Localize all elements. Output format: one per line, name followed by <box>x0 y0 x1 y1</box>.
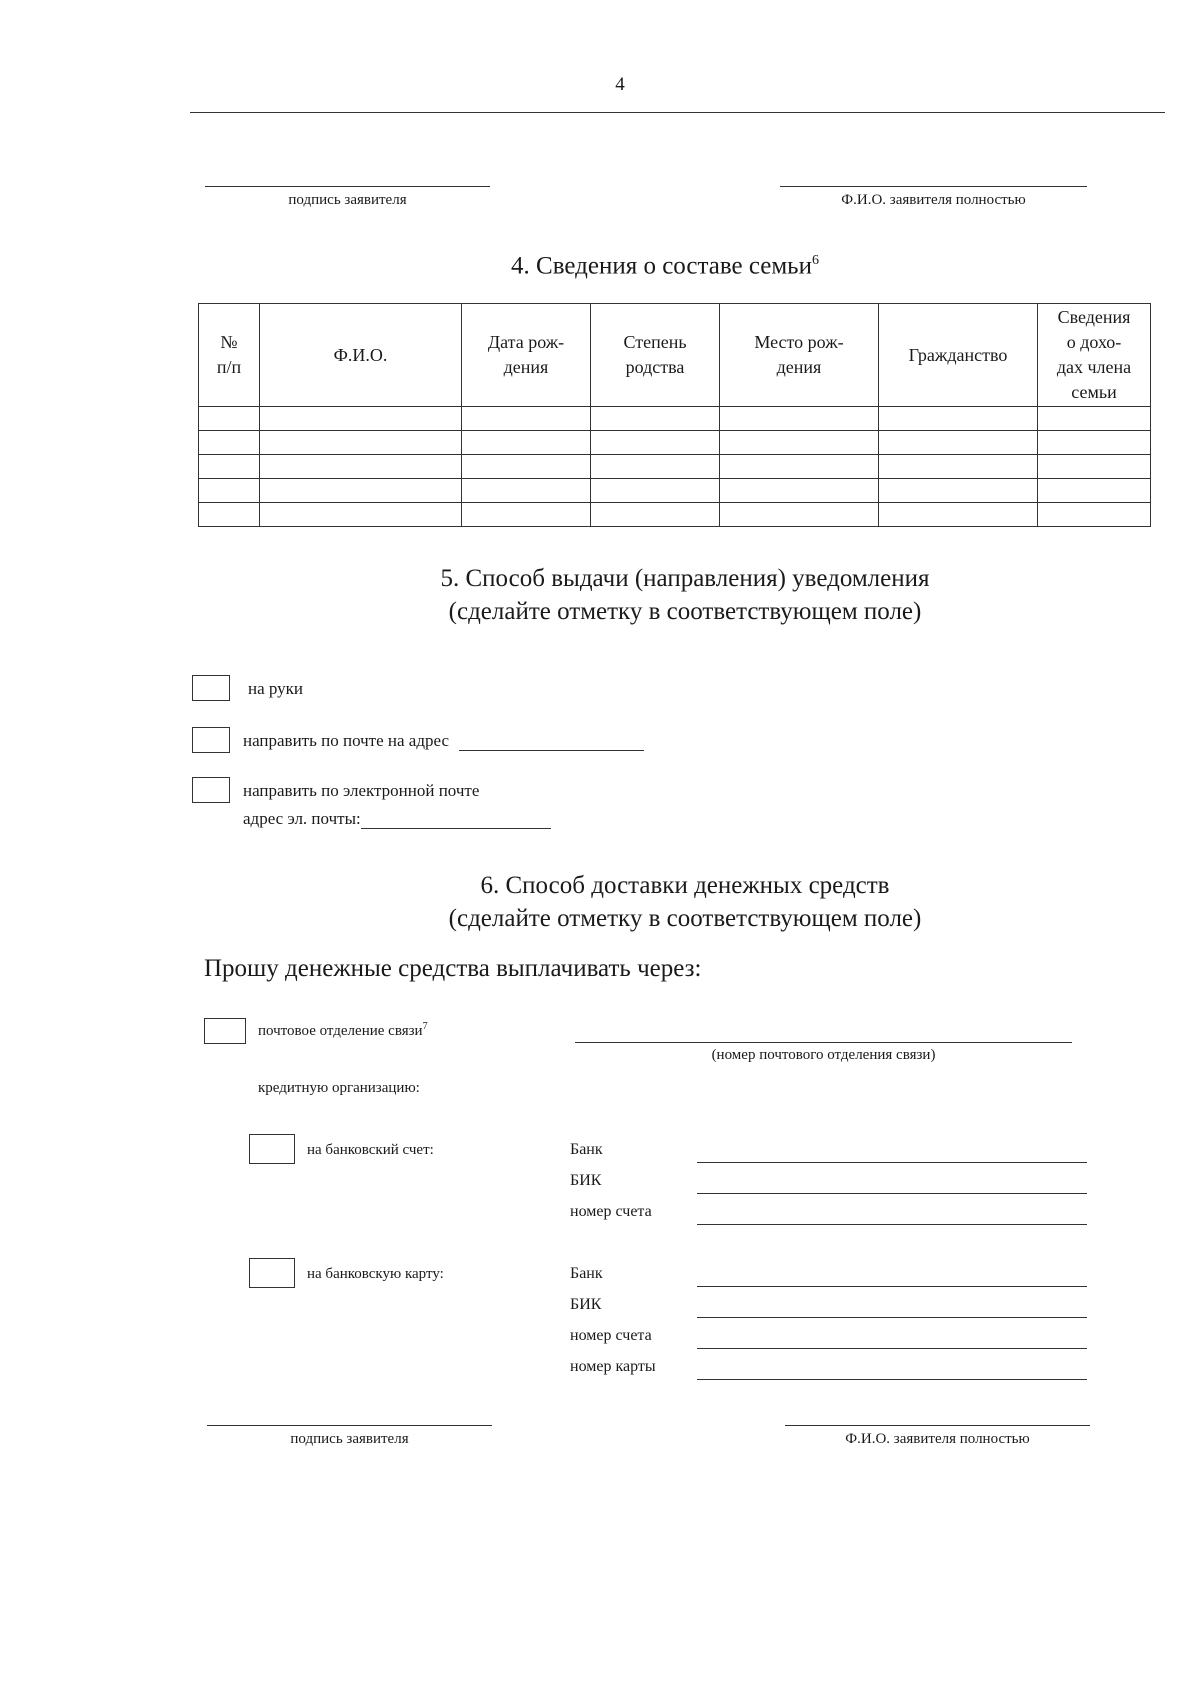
bank-account-bank-field[interactable] <box>697 1162 1087 1163</box>
bank-card-account-field[interactable] <box>697 1348 1087 1349</box>
bank-card-bik-field[interactable] <box>697 1317 1087 1318</box>
checkbox-hand[interactable] <box>192 675 230 701</box>
table-header-row <box>199 304 1151 407</box>
mail-address-field[interactable] <box>459 732 644 751</box>
fio-line-top[interactable] <box>780 186 1087 187</box>
bank-account-bik-label: БИК <box>570 1172 602 1189</box>
option-mail-label: направить по почте на адрес <box>243 731 450 750</box>
table-cell[interactable] <box>462 431 591 455</box>
section-6-title: 6. Способ доставки денежных средств (сделайте отметку в соответствующем поле) <box>448 872 922 932</box>
table-cell[interactable] <box>260 479 462 503</box>
signature-caption-top: подпись заявителя <box>288 192 407 208</box>
signature-line-top[interactable] <box>205 186 490 187</box>
table-cell[interactable] <box>591 503 720 527</box>
email-address-field[interactable] <box>361 810 551 829</box>
table-cell[interactable] <box>199 431 260 455</box>
table-cell[interactable] <box>199 479 260 503</box>
bank-card-number-field[interactable] <box>697 1379 1087 1380</box>
table-cell[interactable] <box>462 479 591 503</box>
column-header-income: Сведения о дохо- дах члена семьи <box>1038 304 1151 407</box>
bank-card-bik-label: БИК <box>570 1296 602 1313</box>
table-cell[interactable] <box>462 407 591 431</box>
table-cell[interactable] <box>1038 407 1151 431</box>
post-office-number-caption: (номер почтового отделения связи) <box>711 1047 936 1063</box>
table-cell[interactable] <box>260 431 462 455</box>
table-cell[interactable] <box>879 503 1038 527</box>
table-cell[interactable] <box>1038 431 1151 455</box>
family-composition-table <box>198 303 1151 527</box>
page-number: 4 <box>615 74 625 95</box>
column-header-birth-date: Дата рож- дения <box>462 304 591 407</box>
bank-card-bank-label: Банк <box>570 1265 603 1282</box>
table-cell[interactable] <box>720 455 879 479</box>
table-cell[interactable] <box>879 407 1038 431</box>
table-cell[interactable] <box>720 479 879 503</box>
bank-account-number-field[interactable] <box>697 1224 1087 1225</box>
bank-card-number-label: номер карты <box>570 1358 656 1375</box>
bank-card-bank-field[interactable] <box>697 1286 1087 1287</box>
table-cell[interactable] <box>591 479 720 503</box>
checkbox-bank-account[interactable] <box>249 1134 295 1164</box>
table-cell[interactable] <box>591 455 720 479</box>
post-office-label: почтовое отделение связи$^7$ <box>258 1021 428 1039</box>
checkbox-post-office[interactable] <box>204 1018 246 1044</box>
checkbox-bank-card[interactable] <box>249 1258 295 1288</box>
table-cell[interactable] <box>199 455 260 479</box>
checkbox-email[interactable] <box>192 777 230 803</box>
signature-caption-bottom: подпись заявителя <box>290 1431 409 1447</box>
credit-org-label: кредитную организацию: <box>258 1080 420 1096</box>
table-row <box>199 479 1151 503</box>
table-cell[interactable] <box>260 455 462 479</box>
column-header-citizenship: Гражданство <box>879 304 1038 407</box>
table-cell[interactable] <box>879 431 1038 455</box>
table-cell[interactable] <box>1038 455 1151 479</box>
bank-account-bik-field[interactable] <box>697 1193 1087 1194</box>
fio-line-bottom[interactable] <box>785 1425 1090 1426</box>
bank-account-bank-label: Банк <box>570 1141 603 1158</box>
section-4-title: 4. Сведения о составе семьи$^6$ <box>511 252 819 280</box>
email-address-label: адрес эл. почты: <box>243 809 361 828</box>
table-cell[interactable] <box>1038 479 1151 503</box>
checkbox-mail[interactable] <box>192 727 230 753</box>
bank-card-label: на банковскую карту: <box>307 1266 444 1282</box>
payment-intro: Прошу денежные средства выплачивать через: <box>204 955 702 982</box>
column-header-birth-place: Место рож- дения <box>720 304 879 407</box>
table-cell[interactable] <box>199 503 260 527</box>
bank-card-account-label: номер счета <box>570 1327 652 1344</box>
post-office-number-field[interactable] <box>575 1042 1072 1043</box>
column-header-fio: Ф.И.О. <box>260 304 462 407</box>
table-cell[interactable] <box>720 503 879 527</box>
footnote-mark-6: 6 <box>811 253 819 268</box>
table-cell[interactable] <box>591 431 720 455</box>
footnote-mark-7: 7 <box>422 1021 428 1032</box>
table-row <box>199 407 1151 431</box>
header-divider <box>190 112 1165 113</box>
table-cell[interactable] <box>260 407 462 431</box>
table-cell[interactable] <box>462 455 591 479</box>
table-cell[interactable] <box>199 407 260 431</box>
bank-account-label: на банковский счет: <box>307 1142 434 1158</box>
column-header-number: № п/п <box>199 304 260 407</box>
table-cell[interactable] <box>260 503 462 527</box>
table-row <box>199 503 1151 527</box>
bank-account-number-label: номер счета <box>570 1203 652 1220</box>
option-email-address <box>243 809 551 829</box>
table-cell[interactable] <box>720 407 879 431</box>
option-email-label: направить по электронной почте <box>243 781 480 800</box>
fio-caption-bottom: Ф.И.О. заявителя полностью <box>845 1431 1030 1447</box>
option-mail <box>243 731 644 751</box>
table-cell[interactable] <box>879 455 1038 479</box>
fio-caption-top: Ф.И.О. заявителя полностью <box>841 192 1026 208</box>
table-row <box>199 455 1151 479</box>
signature-line-bottom[interactable] <box>207 1425 492 1426</box>
table-cell[interactable] <box>591 407 720 431</box>
table-cell[interactable] <box>879 479 1038 503</box>
table-cell[interactable] <box>720 431 879 455</box>
column-header-relationship: Степень родства <box>591 304 720 407</box>
table-cell[interactable] <box>1038 503 1151 527</box>
section-5-title: 5. Способ выдачи (направления) уведомления (сделайте отметку в соответствующем поле) <box>440 565 930 625</box>
table-cell[interactable] <box>462 503 591 527</box>
table-row <box>199 431 1151 455</box>
option-hand-label: на руки <box>248 679 304 698</box>
